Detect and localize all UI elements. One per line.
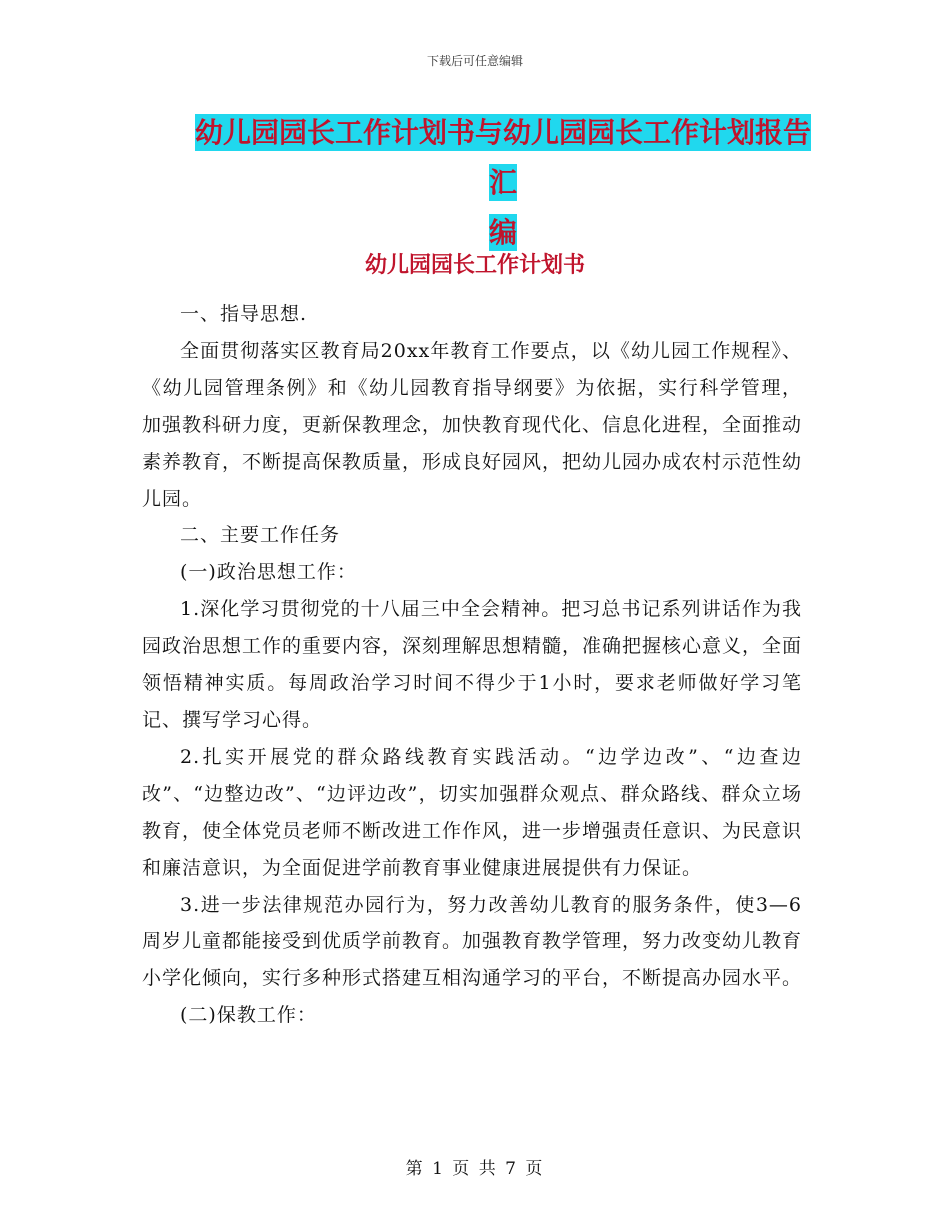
paragraph: (二)保教工作：	[180, 1004, 317, 1027]
document-title	[193, 108, 813, 258]
paragraph: 3.进一步法律规范办园行为，努力改善幼儿教育的服务条件，使3—6周岁儿童都能接受到优质学前教育。加强教育教学管理，努力改变幼儿教育小学化倾向，实行多种形式搭建互相沟通学习的平台，不断提高办园水平。	[142, 893, 803, 990]
paragraph: 1.深化学习贯彻党的十八届三中全会精神。把习总书记系列讲话作为我园政治思想工作的重要内容，深刻理解思想精髓，准确把握核心意义，全面领悟精神实质。每周政治学习时间不得少于1小时，要求老师做好学习笔记、撰写学习心得。	[142, 598, 803, 731]
page-header-note: 下载后可任意编辑	[426, 54, 523, 68]
document-body	[142, 296, 802, 1034]
page-number: 第 1 页 共 7 页	[405, 1159, 545, 1179]
paragraph: 一、指导思想.	[180, 303, 308, 325]
paragraph: 二、主要工作任务	[180, 524, 341, 547]
paragraph: 全面贯彻落实区教育局20xx年教育工作要点，以《幼儿园工作规程》、《幼儿园管理条例》和《幼儿园教育指导纲要》为依据，实行科学管理，加强教科研力度，更新保教理念，加快教育现代化、信息化进程，全面推动素养教育，不断提高保教质量，形成良好园风，把幼儿园办成农村示范性幼儿园。	[142, 339, 803, 510]
section-title: 幼儿园园长工作计划书	[364, 253, 585, 278]
paragraph: (一)政治思想工作：	[180, 561, 357, 584]
document-title-line2: 编	[488, 216, 517, 249]
paragraph: 2.扎实开展党的群众路线教育实践活动。“边学边改”、“边查边改”、“边整边改”、“边评边改”，切实加强群众观点、群众路线、群众立场教育，使全体党员老师不断改进工作作风，进一步增强责任意识、为民意识和廉洁意识，为全面促进学前教育事业健康进展提供有力保证。	[142, 745, 803, 879]
document-title-line1: 幼儿园园长工作计划书与幼儿园园长工作计划报告汇	[194, 116, 811, 199]
